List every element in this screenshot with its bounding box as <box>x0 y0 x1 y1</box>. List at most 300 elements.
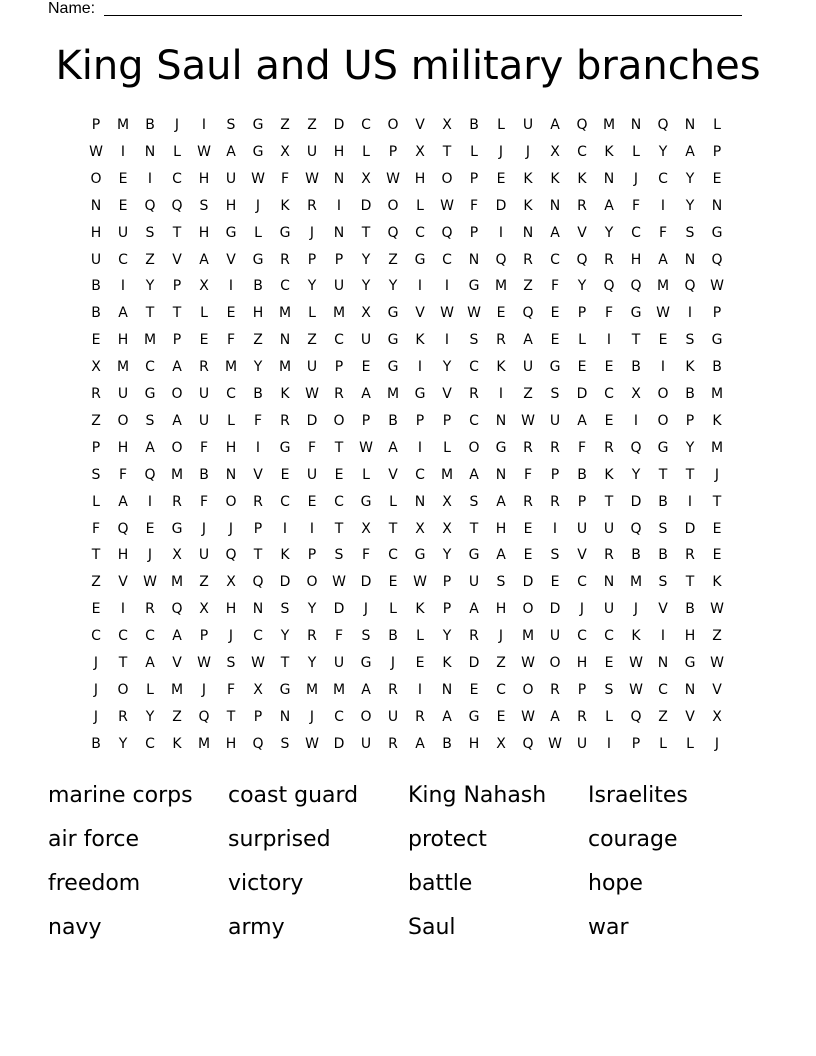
grid-letter: D <box>468 655 480 671</box>
grid-letter: Z <box>307 332 317 349</box>
grid-letter: B <box>712 359 722 376</box>
grid-letter: W <box>197 143 211 160</box>
grid-letter: J <box>201 520 207 537</box>
grid-letter: N <box>684 117 696 133</box>
grid-letter: B <box>658 493 668 510</box>
grid-letter: W <box>521 412 535 429</box>
grid-letter: E <box>226 305 236 322</box>
grid-letter: A <box>172 412 182 429</box>
grid-letter: Y <box>307 601 317 618</box>
grid-letter: Y <box>361 278 371 295</box>
grid-letter: V <box>226 251 236 268</box>
grid-letter: P <box>361 412 371 429</box>
grid-letter: D <box>684 520 696 537</box>
grid-letter: Q <box>630 520 642 537</box>
grid-letter: C <box>604 628 614 645</box>
grid-letter: U <box>468 574 480 591</box>
grid-letter: I <box>633 412 639 429</box>
grid-letter: D <box>306 412 318 429</box>
grid-letter: X <box>199 601 209 618</box>
grid-letter: E <box>712 547 722 564</box>
grid-letter: Y <box>253 359 263 376</box>
grid-letter: C <box>577 574 587 591</box>
grid-letter: P <box>172 278 182 295</box>
grid-letter: H <box>630 251 642 268</box>
grid-letter: C <box>496 681 506 698</box>
grid-letter: E <box>712 520 722 537</box>
grid-letter: G <box>279 439 291 456</box>
grid-letter: P <box>253 708 263 725</box>
grid-letter: I <box>498 224 504 241</box>
grid-letter: P <box>199 628 209 645</box>
grid-letter: Q <box>603 278 615 295</box>
grid-letter: B <box>91 305 101 322</box>
grid-letter: T <box>361 224 371 241</box>
grid-letter: U <box>117 386 129 402</box>
grid-letter: J <box>228 628 234 645</box>
grid-letter: V <box>442 386 452 402</box>
grid-letter: S <box>145 412 155 429</box>
grid-letter: V <box>712 681 722 698</box>
grid-letter: S <box>199 197 209 214</box>
grid-letter: P <box>307 547 317 564</box>
grid-letter: M <box>332 681 346 698</box>
grid-letter: P <box>91 117 101 133</box>
grid-letter: T <box>334 520 344 537</box>
grid-letter: P <box>631 735 641 752</box>
grid-letter: H <box>333 143 345 160</box>
grid-letter: A <box>172 359 182 376</box>
grid-letter: C <box>415 224 425 241</box>
grid-letter: L <box>659 735 667 752</box>
grid-letter: J <box>93 681 99 698</box>
grid-letter: E <box>550 332 560 349</box>
grid-letter: C <box>361 117 371 133</box>
grid-letter: X <box>442 520 452 537</box>
grid-letter: F <box>361 547 371 564</box>
grid-letter: C <box>415 466 425 483</box>
grid-letter: D <box>522 574 534 591</box>
grid-letter: Y <box>307 655 317 671</box>
grid-letter: R <box>172 493 182 510</box>
grid-letter: F <box>226 332 236 349</box>
grid-letter: O <box>522 601 534 618</box>
grid-letter: O <box>657 386 669 402</box>
grid-letter: Y <box>280 628 290 645</box>
grid-letter: S <box>145 224 155 241</box>
grid-letter: M <box>116 117 130 133</box>
grid-letter: W <box>521 708 535 725</box>
grid-letter: I <box>660 197 666 214</box>
grid-letter: I <box>417 278 423 295</box>
grid-letter: P <box>172 332 182 349</box>
grid-letter: Z <box>523 386 533 402</box>
grid-letter: Y <box>685 439 695 456</box>
grid-letter: H <box>252 305 264 322</box>
grid-letter: C <box>91 628 101 645</box>
grid-letter: R <box>604 439 614 456</box>
grid-letter: W <box>332 574 346 591</box>
page-title: King Saul and US military branches <box>55 43 761 89</box>
grid-letter: H <box>117 439 129 456</box>
grid-letter: F <box>631 197 641 214</box>
grid-letter: W <box>548 735 562 752</box>
grid-letter: A <box>469 601 479 618</box>
grid-letter: G <box>549 359 561 376</box>
grid-letter: K <box>685 359 695 376</box>
grid-letter: I <box>498 386 504 402</box>
grid-letter: V <box>577 224 587 241</box>
word-list-item: air force <box>48 827 140 852</box>
grid-letter: C <box>280 493 290 510</box>
grid-letter: Y <box>442 628 452 645</box>
grid-letter: P <box>253 520 263 537</box>
grid-letter: V <box>415 117 425 133</box>
grid-letter: P <box>577 493 587 510</box>
grid-letter: R <box>469 386 479 402</box>
grid-letter: R <box>523 493 533 510</box>
grid-letter: E <box>550 574 560 591</box>
word-list-item: battle <box>408 871 473 896</box>
grid-letter: G <box>387 359 399 376</box>
grid-letter: R <box>280 251 290 268</box>
grid-letter: D <box>549 601 561 618</box>
grid-letter: J <box>390 655 396 671</box>
grid-letter: M <box>332 305 346 322</box>
grid-letter: Q <box>441 224 453 241</box>
grid-letter: V <box>577 547 587 564</box>
grid-letter: K <box>442 655 452 671</box>
grid-letter: Q <box>657 117 669 133</box>
grid-letter: A <box>442 708 452 725</box>
grid-letter: M <box>656 278 670 295</box>
grid-letter: K <box>496 359 506 376</box>
grid-letter: X <box>361 170 371 187</box>
grid-letter: U <box>225 170 237 187</box>
grid-letter: E <box>118 197 128 214</box>
grid-letter: Q <box>171 197 183 214</box>
grid-letter: L <box>92 493 100 510</box>
grid-letter: U <box>90 251 102 268</box>
grid-letter: F <box>604 305 614 322</box>
grid-letter: P <box>388 143 398 160</box>
grid-letter: G <box>414 386 426 402</box>
grid-letter: V <box>172 655 182 671</box>
grid-letter: N <box>441 681 453 698</box>
grid-letter: A <box>172 628 182 645</box>
grid-letter: J <box>633 170 639 187</box>
grid-letter: J <box>93 655 99 671</box>
grid-letter: E <box>658 332 668 349</box>
grid-letter: D <box>360 574 372 591</box>
grid-letter: L <box>389 601 397 618</box>
grid-letter: E <box>496 305 506 322</box>
grid-letter: V <box>388 466 398 483</box>
grid-letter: G <box>468 708 480 725</box>
grid-letter: Y <box>685 170 695 187</box>
grid-letter: G <box>711 224 723 241</box>
word-list-item: freedom <box>48 871 141 896</box>
grid-letter: V <box>172 251 182 268</box>
grid-letter: X <box>361 520 371 537</box>
grid-letter: B <box>91 735 101 752</box>
grid-letter: M <box>278 305 292 322</box>
grid-letter: U <box>333 655 345 671</box>
grid-letter: A <box>199 251 209 268</box>
grid-letter: H <box>225 601 237 618</box>
grid-letter: G <box>495 439 507 456</box>
grid-letter: D <box>279 574 291 591</box>
grid-letter: U <box>387 708 399 725</box>
grid-letter: G <box>414 547 426 564</box>
grid-letter: B <box>91 278 101 295</box>
grid-letter: C <box>145 735 155 752</box>
grid-letter: X <box>442 117 452 133</box>
grid-letter: C <box>145 628 155 645</box>
grid-letter: E <box>469 681 479 698</box>
grid-letter: Y <box>307 278 317 295</box>
grid-letter: C <box>577 628 587 645</box>
grid-letter: C <box>334 332 344 349</box>
grid-letter: U <box>198 412 210 429</box>
grid-letter: M <box>629 574 643 591</box>
grid-letter: C <box>631 224 641 241</box>
grid-letter: R <box>280 412 290 429</box>
grid-letter: L <box>578 332 586 349</box>
grid-letter: W <box>251 655 265 671</box>
grid-letter: R <box>550 439 560 456</box>
grid-letter: U <box>549 412 561 429</box>
grid-letter: D <box>495 197 507 214</box>
grid-letter: C <box>172 170 182 187</box>
grid-letter: E <box>361 359 371 376</box>
grid-letter: E <box>523 520 533 537</box>
grid-letter: W <box>305 170 319 187</box>
grid-letter: Y <box>577 278 587 295</box>
grid-letter: T <box>172 224 182 241</box>
grid-letter: L <box>416 197 424 214</box>
grid-letter: J <box>255 197 261 214</box>
grid-letter: M <box>710 439 724 456</box>
grid-letter: S <box>469 493 479 510</box>
grid-letter: E <box>91 332 101 349</box>
grid-letter: I <box>417 359 423 376</box>
grid-letter: R <box>334 386 344 402</box>
grid-letter: E <box>604 359 614 376</box>
grid-letter: R <box>577 197 587 214</box>
grid-letter: R <box>199 359 209 376</box>
grid-letter: O <box>387 197 399 214</box>
grid-letter: R <box>388 735 398 752</box>
grid-letter: B <box>577 466 587 483</box>
grid-letter: H <box>90 224 102 241</box>
grid-letter: B <box>253 386 263 402</box>
grid-letter: W <box>467 305 481 322</box>
word-list-item: marine corps <box>48 783 193 808</box>
grid-letter: I <box>660 628 666 645</box>
grid-letter: C <box>469 359 479 376</box>
grid-letter: G <box>225 224 237 241</box>
grid-letter: F <box>253 412 263 429</box>
grid-letter: I <box>444 278 450 295</box>
grid-letter: F <box>91 520 101 537</box>
grid-letter: A <box>604 197 614 214</box>
grid-letter: N <box>684 681 696 698</box>
grid-letter: I <box>120 278 126 295</box>
grid-letter: E <box>118 170 128 187</box>
grid-letter: A <box>550 224 560 241</box>
grid-letter: G <box>252 143 264 160</box>
grid-letter: E <box>91 601 101 618</box>
grid-letter: I <box>660 359 666 376</box>
grid-letter: B <box>658 547 668 564</box>
grid-letter: R <box>307 628 317 645</box>
grid-letter: I <box>309 520 315 537</box>
grid-letter: O <box>90 170 102 187</box>
grid-letter: U <box>522 359 534 376</box>
grid-letter: E <box>388 574 398 591</box>
grid-letter: P <box>334 359 344 376</box>
grid-letter: S <box>226 655 236 671</box>
word-list-item: victory <box>228 871 304 896</box>
grid-letter: U <box>360 332 372 349</box>
grid-letter: K <box>604 466 614 483</box>
grid-letter: S <box>550 386 560 402</box>
grid-letter: R <box>604 547 614 564</box>
grid-letter: M <box>170 681 184 698</box>
grid-letter: R <box>118 708 128 725</box>
grid-letter: L <box>227 412 235 429</box>
grid-letter: W <box>440 197 454 214</box>
grid-letter: C <box>253 628 263 645</box>
grid-letter: I <box>444 332 450 349</box>
grid-letter: I <box>417 439 423 456</box>
grid-letter: M <box>710 386 724 402</box>
grid-letter: N <box>684 251 696 268</box>
grid-letter: J <box>498 143 504 160</box>
grid-letter: A <box>658 251 668 268</box>
grid-letter: L <box>605 708 613 725</box>
grid-letter: E <box>604 412 614 429</box>
grid-letter: C <box>118 628 128 645</box>
grid-letter: A <box>550 117 560 133</box>
word-list-item: protect <box>408 827 487 852</box>
grid-letter: X <box>253 681 263 698</box>
grid-letter: L <box>308 305 316 322</box>
grid-letter: H <box>684 628 696 645</box>
grid-letter: S <box>280 735 290 752</box>
grid-letter: Q <box>198 708 210 725</box>
grid-letter: Q <box>225 547 237 564</box>
grid-letter: D <box>333 117 345 133</box>
grid-letter: H <box>468 735 480 752</box>
grid-letter: S <box>361 628 371 645</box>
grid-letter: S <box>658 520 668 537</box>
grid-letter: R <box>388 681 398 698</box>
grid-letter: Q <box>144 197 156 214</box>
grid-letter: U <box>306 143 318 160</box>
grid-letter: N <box>90 197 102 214</box>
grid-letter: Z <box>145 251 155 268</box>
grid-letter: O <box>522 681 534 698</box>
grid-letter: R <box>145 601 155 618</box>
grid-letter: O <box>117 681 129 698</box>
grid-letter: I <box>417 681 423 698</box>
grid-letter: U <box>333 278 345 295</box>
grid-letter: A <box>388 439 398 456</box>
grid-letter: T <box>118 655 128 671</box>
grid-letter: N <box>495 412 507 429</box>
grid-letter: X <box>712 708 722 725</box>
grid-letter: P <box>712 305 722 322</box>
grid-letter: M <box>386 386 400 402</box>
grid-letter: C <box>280 278 290 295</box>
grid-letter: W <box>629 655 643 671</box>
grid-letter: C <box>469 412 479 429</box>
grid-letter: O <box>117 412 129 429</box>
grid-letter: A <box>361 386 371 402</box>
grid-letter: W <box>386 170 400 187</box>
grid-letter: C <box>577 143 587 160</box>
grid-letter: J <box>147 547 153 564</box>
grid-letter: M <box>440 466 454 483</box>
grid-letter: M <box>197 735 211 752</box>
grid-letter: Z <box>307 117 317 133</box>
grid-letter: R <box>496 332 506 349</box>
grid-letter: G <box>360 493 372 510</box>
grid-letter: Z <box>253 332 263 349</box>
grid-letter: P <box>91 439 101 456</box>
grid-letter: O <box>333 412 345 429</box>
grid-letter: Z <box>388 251 398 268</box>
grid-letter: Z <box>496 655 506 671</box>
grid-letter: W <box>710 278 724 295</box>
word-list-item: hope <box>588 871 643 896</box>
grid-letter: L <box>713 117 721 133</box>
grid-letter: G <box>360 655 372 671</box>
grid-letter: T <box>388 520 398 537</box>
name-label: Name: <box>48 0 96 17</box>
grid-letter: G <box>171 520 183 537</box>
grid-letter: Y <box>361 251 371 268</box>
grid-letter: M <box>278 359 292 376</box>
grid-letter: U <box>360 735 372 752</box>
grid-letter: W <box>305 735 319 752</box>
grid-letter: S <box>334 547 344 564</box>
grid-letter: A <box>145 439 155 456</box>
grid-letter: X <box>172 547 182 564</box>
grid-letter: F <box>577 439 587 456</box>
grid-letter: F <box>334 628 344 645</box>
grid-letter: Q <box>576 251 588 268</box>
grid-letter: N <box>225 466 237 483</box>
grid-letter: G <box>684 655 696 671</box>
word-list-item: courage <box>588 827 678 852</box>
grid-letter: N <box>495 466 507 483</box>
grid-letter: X <box>361 305 371 322</box>
grid-letter: B <box>685 601 695 618</box>
grid-letter: N <box>252 601 264 618</box>
grid-letter: O <box>468 439 480 456</box>
grid-letter: U <box>549 628 561 645</box>
grid-letter: G <box>657 439 669 456</box>
grid-letter: E <box>604 655 614 671</box>
grid-letter: C <box>334 708 344 725</box>
grid-letter: W <box>89 143 103 160</box>
word-list-item: coast guard <box>228 783 359 808</box>
grid-letter: Z <box>712 628 722 645</box>
grid-letter: K <box>550 170 560 187</box>
